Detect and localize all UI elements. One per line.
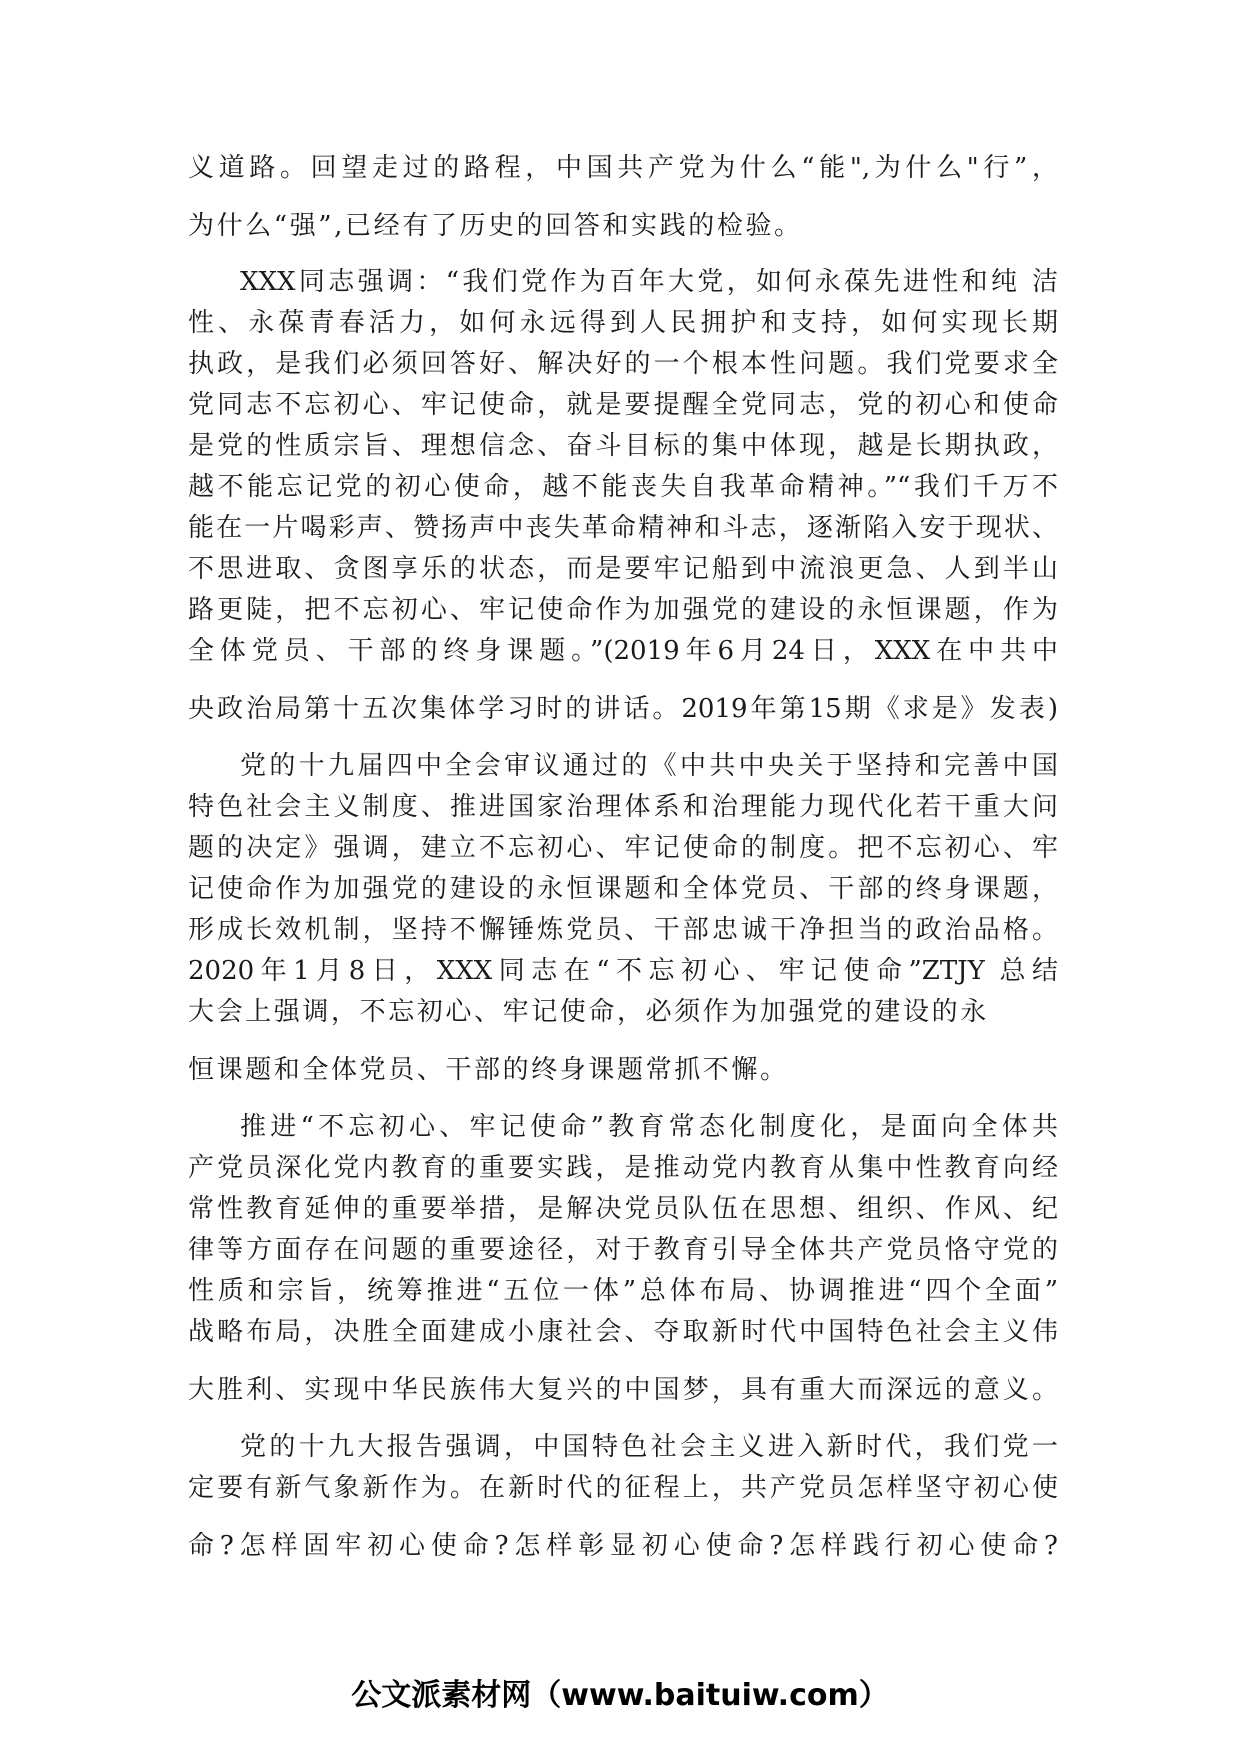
text-line: 题的决定》强调，建立不忘初心、牢记使命的制度。把不忘初心、牢 — [188, 833, 1058, 863]
text-line: 不思进取、贪图享乐的状态，而是要牢记船到中流浪更急、人到半山 — [188, 554, 1058, 584]
text-line: 是党的性质宗旨、理想信念、奋斗目标的集中体现，越是长期执政， — [188, 431, 1058, 461]
text-line: 常性教育延伸的重要举措，是解决党员队伍在思想、组织、作风、纪 — [188, 1194, 1058, 1224]
text-line: 全体党员、干部的终身课题。”(2019年6月24日，XXX在中共中 — [188, 636, 1058, 666]
text-line: 推进“不忘初心、牢记使命”教育常态化制度化，是面向全体共 — [240, 1112, 1058, 1142]
text-line: 产党员深化党内教育的重要实践，是推动党内教育从集中性教育向经 — [188, 1153, 1058, 1183]
text-line: 党的十九届四中全会审议通过的《中共中央关于坚持和完善中国 — [240, 751, 1058, 781]
text-line: 路更陡，把不忘初心、牢记使命作为加强党的建设的永恒课题，作为 — [188, 595, 1058, 625]
text-line: 为什么“强”,已经有了历史的回答和实践的检验。 — [188, 211, 803, 241]
text-line: 大会上强调，不忘初心、牢记使命，必须作为加强党的建设的永 — [188, 997, 989, 1027]
footer-watermark: 公文派素材网（www.baituiw.com） — [351, 1678, 889, 1713]
text-line: 性质和宗旨，统筹推进“五位一体”总体布局、协调推进“四个全面” — [188, 1276, 1058, 1306]
text-line: 央政治局第十五次集体学习时的讲话。2019年第15期《求是》发表) — [188, 694, 1058, 724]
text-line: 义道路。回望走过的路程，中国共产党为什么“能",为什么"行”， — [188, 153, 1058, 183]
text-line: 执政，是我们必须回答好、解决好的一个根本性问题。我们党要求全 — [188, 349, 1058, 379]
text-line: 党同志不忘初心、牢记使命，就是要提醒全党同志，党的初心和使命 — [188, 390, 1058, 420]
text-line: 恒课题和全体党员、干部的终身课题常抓不懈。 — [188, 1055, 789, 1085]
text-line: 能在一片喝彩声、赞扬声中丧失革命精神和斗志，逐渐陷入安于现状、 — [188, 513, 1058, 543]
text-line: 定要有新气象新作为。在新时代的征程上，共产党员怎样坚守初心使 — [188, 1473, 1058, 1503]
text-line: 特色社会主义制度、推进国家治理体系和治理能力现代化若干重大问 — [188, 792, 1058, 822]
text-line: 形成长效机制，坚持不懈锤炼党员、干部忠诚干净担当的政治品格。 — [188, 915, 1058, 945]
text-line: 记使命作为加强党的建设的永恒课题和全体党员、干部的终身课题， — [188, 874, 1058, 904]
text-line: 律等方面存在问题的重要途径，对于教育引导全体共产党员恪守党的 — [188, 1235, 1058, 1265]
text-line: 战略布局，决胜全面建成小康社会、夺取新时代中国特色社会主义伟 — [188, 1317, 1058, 1347]
text-line: 党的十九大报告强调，中国特色社会主义进入新时代，我们党一 — [240, 1432, 1058, 1462]
text-line: 命?怎样固牢初心使命?怎样彰显初心使命?怎样践行初心使命? — [188, 1531, 1058, 1561]
text-line: 2020年1月8日，XXX同志在“不忘初心、牢记使命”ZTJY 总结 — [188, 956, 1058, 986]
text-line: 性、永葆青春活力，如何永远得到人民拥护和支持，如何实现长期 — [188, 308, 1058, 338]
text-line: 大胜利、实现中华民族伟大复兴的中国梦，具有重大而深远的意义。 — [188, 1375, 1058, 1405]
text-line: 越不能忘记党的初心使命，越不能丧失自我革命精神。”“我们千万不 — [188, 472, 1058, 502]
text-line: XXX同志强调：“我们党作为百年大党，如何永葆先进性和纯 洁 — [240, 267, 1058, 297]
